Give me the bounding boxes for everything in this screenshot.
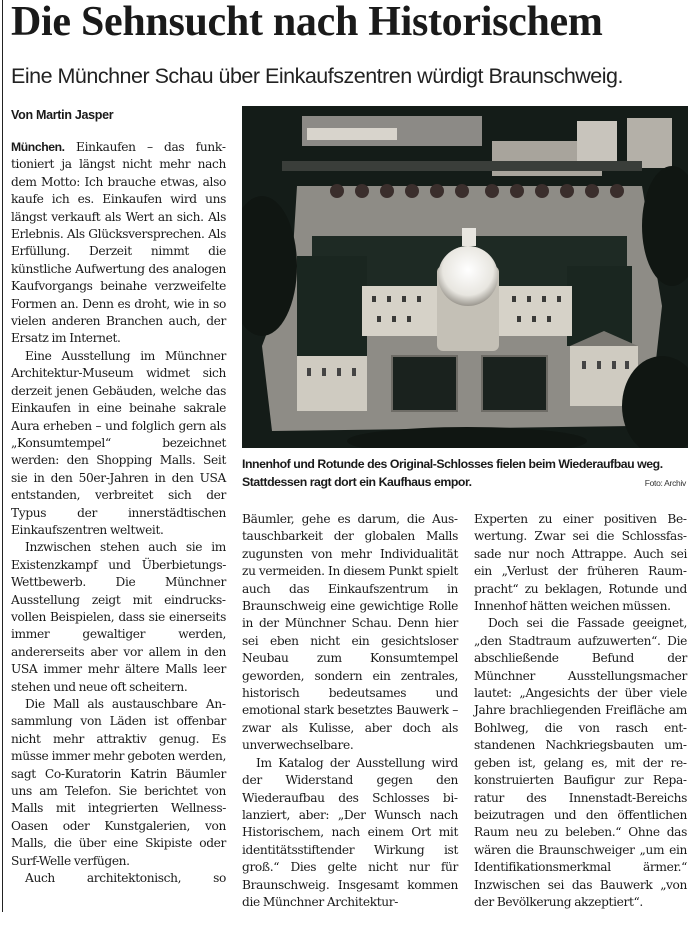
article-column-2: [242, 511, 458, 911]
paragraph: [11, 139, 226, 348]
article-photo: [242, 106, 688, 448]
paragraph: Im Katalog der Ausstellung wird der Widerstand gegen den Wiederaufbau des Schlosses bilanziert, aber: „Der Wunsch nach Historischem, nach einem Ort mit identitätsstiftender Wirkung ist groß.“ Dies gelte nicht nur für Braunschweig. Insgesamt kommen die Münchner Architektur-: [242, 755, 458, 909]
byline: Von Martin Jasper: [11, 108, 114, 122]
paragraph: Bäumler, gehe es darum, die Austauschbarkeit der globalen Malls zugunsten von mehr Individualität zu vermeiden. In diesem Punkt spielt auch das Einkaufszentrum in Braunschweig eine gewichtige Rolle in der Münchner Schau. Denn hier sei eben nicht ein gesichtsloser Neubau zum Konsumtempel geworden, sondern ein zentrales, historisch bedeutsames und emotional stark besetztes Bauwerk – zwar als Kulisse, aber doch als unverwechselbare.: [242, 512, 458, 753]
paragraph: Experten zu einer positiven Bewertung. Zwar sei die Schlossfassade nur noch Attrappe. Auch sei ein „Verlust der früheren Raumpracht“ zu beklagen, Rotunde und Innenhof hätten weichen müssen.: [474, 512, 687, 614]
palace-aerial-image: [242, 106, 688, 448]
article-column-3: [474, 511, 687, 911]
column-rule: [2, 0, 3, 912]
paragraph: Inzwischen stehen auch sie im Existenzkampf und Überbietungs-Wettbewerb. Die Münchner Ausstellung zeigt mit eindrucksvollen Beispielen, dass sie einerseits immer gewaltiger werden, andererseits aber vor allem in den USA immer mehr ältere Malls leer stehen und neue oft scheitern.: [11, 540, 226, 694]
headline: Die Sehnsucht nach Historischem: [11, 0, 603, 45]
article-column-1: [11, 139, 226, 887]
paragraph: Auch architektonisch, so: [25, 871, 226, 886]
paragraph: Die Mall als austauschbare Ansammlung von Läden ist offenbar nicht mehr attraktiv genug. Es müsse immer mehr geboten werden, sagt Co-Kuratorin Katrin Bäumler uns am Telefon. Sie berichtet von Malls mit integrierten Wellness-Oasen oder Kunstgalerien, von Malls, die über eine Skipiste oder Surf-Welle verfügen.: [11, 697, 226, 868]
subheadline: Eine Münchner Schau über Einkaufszentren würdigt Braunschweig.: [11, 64, 623, 88]
paragraph-text: Einkaufen – das funktioniert ja längst nicht mehr nach dem Motto: Ich brauche etwas, also kaufe ich es. Einkaufen wird uns längst verkauft als Wert an sich. Als Erlebnis. Als Glücksversprechen. Als Erfüllung. Derzeit nimmt die künstliche Aufwertung des analogen Kaufvorgangs beinahe verzweifelte Formen an. Denn es droht, wie in so vielen anderen Branchen auch, der Ersatz im Internet.: [11, 140, 226, 346]
paragraph: Doch sei die Fassade geeignet, „den Stadtraum aufzuwerten“. Die abschließende Befund der Münchner Ausstellungsmacher lautet: „Angesichts der über viele Jahre brachliegenden Freifläche am Bohlweg, die von rasch entstandenen Nachkriegsbauten umgeben ist, gelang es, mit der rekonstruierten Baufigur zur Reparatur des Innenstadt-Bereichs beizutragen und den öffentlichen Raum neu zu beleben.“ Ohne das wären die Braunschweiger „um ein Identifikationsmerkmal ärmer.“ Inzwischen sei das Bauwerk „von der Bevölkerung akzeptiert“.: [474, 616, 687, 909]
paragraph: Eine Ausstellung im Münchner Architektur-Museum widmet sich derzeit jenen Gebäuden, welche das Einkaufen in eine beinahe sakrale Aura erheben – und folglich gern als „Konsumtempel“ bezeichnet werden: den Shopping Malls. Seit sie in den 50er-Jahren in den USA entstanden, verbreitet sich der Typus der innerstädtischen Einkaufszentren weltweit.: [11, 348, 226, 537]
photo-caption: Innenhof und Rotunde des Original-Schlosses fielen beim Wiederaufbau weg. Stattdessen ragt dort ein Kaufhaus empor.: [242, 457, 663, 489]
dateline: München.: [11, 140, 65, 154]
photo-credit: Foto: Archiv: [644, 478, 686, 488]
